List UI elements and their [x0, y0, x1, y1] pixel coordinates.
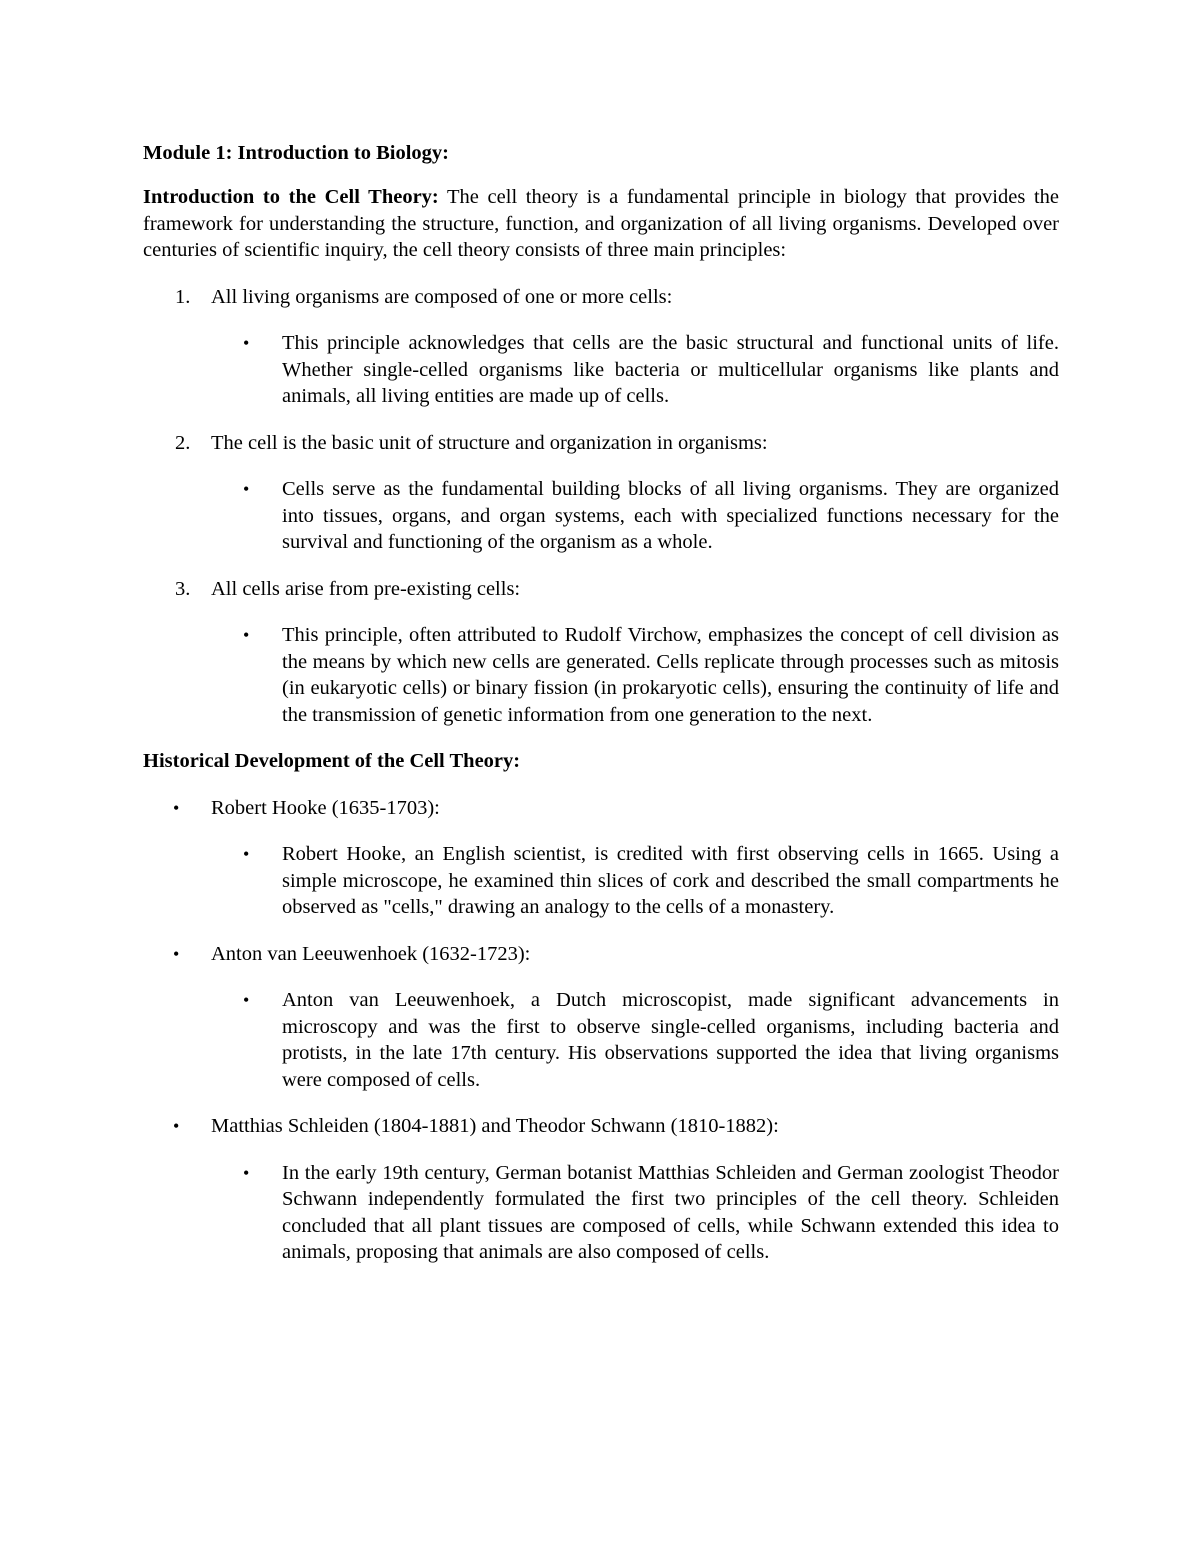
principle-detail-text: This principle acknowledges that cells are the basic structural and functional units of life. Whether single-celled organisms like bacteria or multicellular organisms like plants and animals, all living entities are made up of cells.	[282, 332, 1059, 407]
principle-item	[143, 430, 1059, 457]
history-detail-text: In the early 19th century, German botanist Matthias Schleiden and German zoologist Theodor Schwann independently formulated the first two principles of the cell theory. Schleiden concluded that all plant tissues are composed of cells, while Schwann extended this idea to animals, proposing that animals are also composed of cells.	[282, 1161, 1059, 1263]
history-item	[143, 795, 1059, 822]
intro-lead: Introduction to the Cell Theory:	[143, 186, 439, 208]
principle-detail	[143, 330, 1059, 410]
bullet-icon: •	[243, 1162, 250, 1183]
history-detail	[143, 987, 1059, 1093]
history-detail	[143, 841, 1059, 921]
history-item	[143, 941, 1059, 968]
principle-number: 2.	[175, 431, 191, 454]
principle-detail	[143, 476, 1059, 556]
bullet-icon: •	[173, 1116, 180, 1136]
history-name: Anton van Leeuwenhoek (1632-1723):	[211, 942, 531, 965]
principle-title: The cell is the basic unit of structure and organization in organisms:	[211, 431, 768, 454]
bullet-icon: •	[243, 625, 250, 645]
history-detail-text: Robert Hooke, an English scientist, is credited with first observing cells in 1665. Using a simple microscope, he examined thin slices of cork and described the small compartments he observed as "cells," drawing an analogy to the cells of a monastery.	[282, 843, 1059, 918]
bullet-icon: •	[243, 990, 250, 1010]
history-heading: Historical Development of the Cell Theory:	[143, 750, 521, 772]
intro-paragraph	[143, 184, 1059, 264]
bullet-icon: •	[243, 333, 250, 353]
principle-number: 3.	[175, 577, 191, 600]
principle-title: All living organisms are composed of one or more cells:	[211, 285, 673, 308]
history-detail-text: Anton van Leeuwenhoek, a Dutch microscopist, made significant advancements in microscopy and was the first to observe single-celled organisms, including bacteria and protists, in the late 17th century. His observations supported the idea that living organisms were composed of cells.	[282, 989, 1059, 1091]
principle-detail	[143, 622, 1059, 728]
bullet-icon: •	[243, 844, 250, 864]
module-title: Module 1: Introduction to Biology:	[143, 142, 449, 164]
principle-item	[143, 576, 1059, 603]
history-item	[143, 1113, 1059, 1140]
bullet-icon: •	[173, 943, 180, 964]
bullet-icon: •	[173, 797, 180, 818]
intro-text: The cell theory is a fundamental principle in biology that provides the framework for understanding the structure, function, and organization of all living organisms. Developed over centuries of scientific inquiry, the cell theory consists of three main principles:	[143, 186, 1060, 261]
principle-item	[143, 284, 1059, 311]
principle-title: All cells arise from pre-existing cells:	[211, 577, 521, 600]
principle-detail-text: Cells serve as the fundamental building blocks of all living organisms. They are organized into tissues, organs, and organ systems, each with specialized functions necessary for the survival and functioning of the organism as a whole.	[282, 478, 1059, 553]
principle-detail-text: This principle, often attributed to Rudolf Virchow, emphasizes the concept of cell division as the means by which new cells are generated. Cells replicate through processes such as mitosis (in eukaryotic cells) or binary fission (in prokaryotic cells), ensuring the continuity of life and the transmission of genetic information from one generation to the next.	[282, 624, 1059, 726]
principle-number: 1.	[175, 285, 191, 308]
document-page	[143, 140, 1059, 1286]
history-name: Robert Hooke (1635-1703):	[211, 796, 440, 819]
history-name: Matthias Schleiden (1804-1881) and Theodor Schwann (1810-1882):	[211, 1115, 779, 1137]
bullet-icon: •	[243, 479, 250, 499]
history-detail	[143, 1160, 1059, 1266]
